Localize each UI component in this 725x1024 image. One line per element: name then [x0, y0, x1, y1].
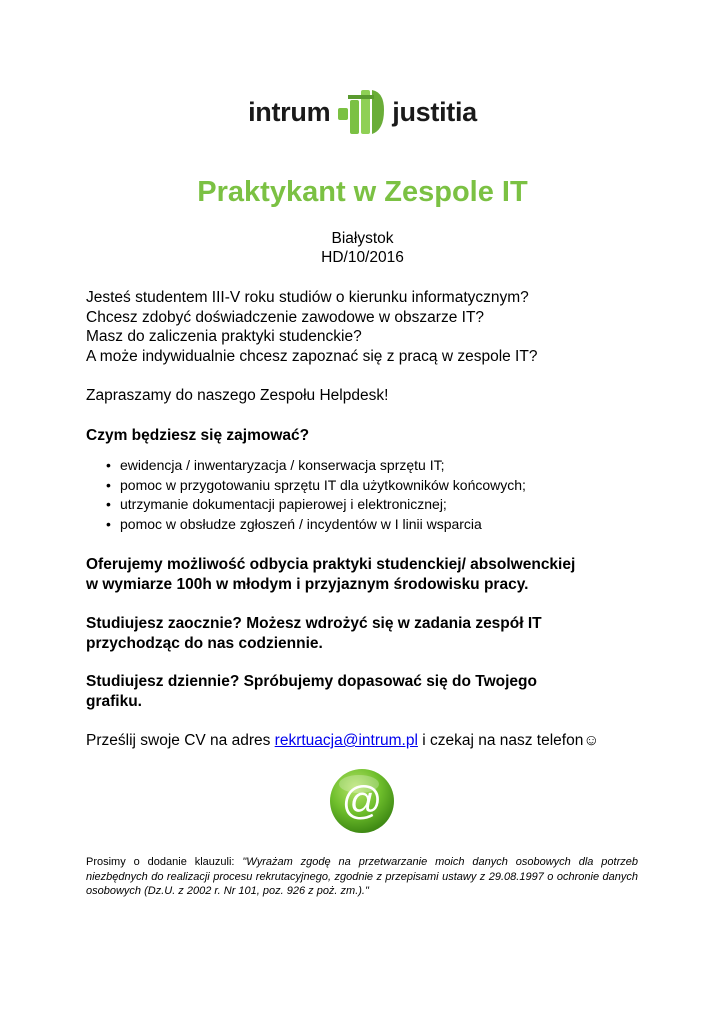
job-location: Białystok: [331, 230, 394, 247]
extramural-line: przychodząc do nas codziennie.: [86, 634, 323, 652]
send-cv-paragraph: [86, 731, 646, 751]
smiley-icon: ☺: [583, 732, 600, 749]
offer-line: Oferujemy możliwość odbycia praktyki studenckiej/ absolwenckiej: [86, 556, 576, 573]
fulltime-line: Studiujesz dziennie? Spróbujemy dopasować się do Twojego: [86, 673, 537, 690]
intro-line: Chcesz zdobyć doświadczenie zawodowe w obszarze IT?: [86, 308, 485, 326]
tasks-heading: Czym będziesz się zajmować?: [86, 427, 310, 444]
job-reference: HD/10/2016: [321, 249, 404, 266]
bullet-icon: •: [106, 515, 111, 532]
list-item: [86, 495, 526, 515]
email-at-icon: [329, 768, 395, 834]
data-consent-clause: [86, 855, 638, 899]
bullet-icon: •: [106, 457, 111, 473]
offer-line: w wymiarze 100h w młodym i przyjaznym środowisku pracy.: [86, 575, 529, 593]
fulltime-line: grafiku.: [86, 692, 142, 710]
extramural-paragraph: [86, 614, 646, 653]
list-item: [86, 456, 526, 476]
fulltime-paragraph: [86, 672, 646, 711]
tasks-list: [86, 456, 526, 534]
intro-line: A może indywidualnie chcesz zapoznać się z pracą w zespole IT?: [86, 347, 538, 365]
logo-word-right: justitia: [392, 96, 477, 127]
logo-word-left: intrum: [248, 96, 331, 127]
logo-mark-icon: [336, 86, 386, 138]
bullet-icon: •: [106, 496, 111, 512]
intro-line: Jesteś studentem III-V roku studiów o kierunku informatycznym?: [86, 289, 529, 306]
email-link[interactable]: rekrtuacja@intrum.pl: [274, 732, 418, 749]
offer-paragraph: [86, 555, 646, 594]
task-text: ewidencja / inwentaryzacja / konserwacja sprzętu IT;: [120, 457, 445, 473]
extramural-line: Studiujesz zaocznie? Możesz wdrożyć się w zadania zespół IT: [86, 615, 542, 632]
intro-paragraph: [86, 288, 646, 366]
job-title: Praktykant w Zespole IT: [197, 176, 528, 208]
task-text: pomoc w przygotowaniu sprzętu IT dla użytkowników końcowych;: [120, 476, 526, 493]
clause-quote: "Wyrażam zgodę na przetwarzanie moich danych osobowych dla potrzeb niezbędnych do realizacji procesu rekrutacyjnego, zgodnie z przepisami ustawy z 29.08.1997 o ochronie danych osobowych (Dz.U. z 2002 r. Nr 101, poz. 926 z poż. zm.).": [86, 856, 638, 897]
clause-prefix: Prosimy o dodanie klauzuli:: [86, 856, 243, 868]
task-text: pomoc w obsłudze zgłoszeń / incydentów w I linii wsparcia: [120, 515, 482, 532]
intro-line: Masz do zaliczenia praktyki studenckie?: [86, 328, 362, 345]
invite-text: Zapraszamy do naszego Zespołu Helpdesk!: [86, 387, 389, 404]
bullet-icon: •: [106, 476, 111, 493]
svg-text:@: @: [341, 779, 383, 823]
list-item: [86, 476, 526, 496]
list-item: [86, 515, 526, 535]
send-text-after: i czekaj na nasz telefon: [417, 732, 584, 749]
task-text: utrzymanie dokumentacji papierowej i elektronicznej;: [120, 496, 447, 512]
company-logo: [0, 84, 725, 140]
send-text-before: Prześlij swoje CV na adres: [86, 732, 275, 749]
